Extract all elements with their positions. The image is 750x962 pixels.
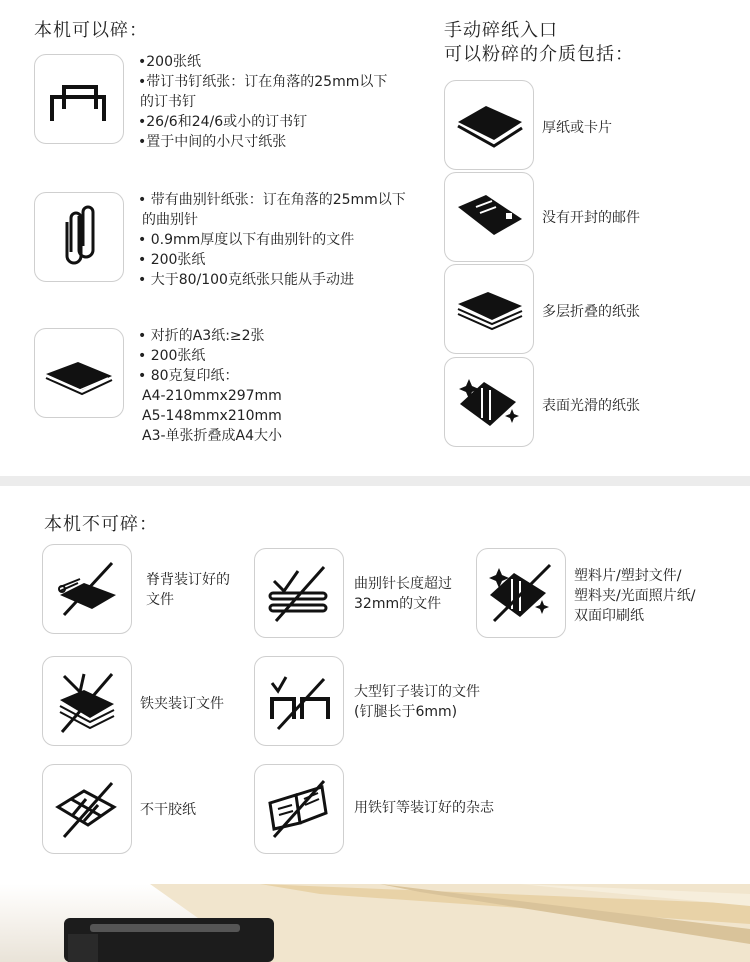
envelope-icon-box [444, 172, 534, 262]
large-clip-icon-box [254, 548, 344, 638]
product-photo-banner [0, 884, 750, 962]
can-group1-list [128, 52, 387, 152]
list-item: • 200张纸 [138, 348, 206, 364]
binder-clip-icon [50, 666, 124, 736]
manual-item-label: 没有开封的邮件 [542, 210, 640, 226]
paper-stack-image [0, 884, 750, 962]
manual-item-label: 表面光滑的纸张 [542, 398, 640, 414]
list-item: •26/6和24/6或小的订书钉 [138, 114, 308, 130]
cannot-item-line: 双面印刷纸 [574, 608, 644, 624]
section-divider [0, 476, 750, 486]
cannot-shred-title: 本机不可碎： [44, 514, 158, 535]
list-item: • 带有曲别针纸张：订在角落的25mm以下 [138, 192, 406, 208]
list-item: • 200张纸 [138, 252, 206, 268]
binder-clip-icon-box [42, 656, 132, 746]
cannot-item-line: 塑料夹/光面照片纸/ [574, 588, 696, 604]
cannot-item-line: 32mm的文件 [354, 596, 442, 612]
plastic-film-icon-box [476, 548, 566, 638]
cannot-item-line: 铁夹装订文件 [140, 696, 224, 712]
glossy-paper-icon [454, 372, 524, 432]
list-item: A4-210mmx297mm [142, 388, 282, 404]
card-stack-icon-box [444, 80, 534, 170]
list-item: •置于中间的小尺寸纸张 [138, 134, 287, 150]
magazine-icon [262, 777, 336, 841]
list-item: 的订书钉 [140, 94, 196, 110]
cannot-item-line: 塑料片/塑封文件/ [574, 568, 682, 584]
list-item: • 0.9mm厚度以下有曲别针的文件 [138, 232, 355, 248]
bound-document-icon-box [42, 544, 132, 634]
manual-item-label: 厚纸或卡片 [542, 120, 612, 136]
list-item: •带订书钉纸张：订在角落的25mm以下 [138, 74, 388, 90]
list-item: A3-单张折叠成A4大小 [142, 428, 283, 444]
cannot-item-line: 曲别针长度超过 [354, 576, 452, 592]
large-clip-icon [262, 561, 336, 625]
manual-title-line1: 手动碎纸入口 [444, 20, 558, 41]
sticker-sheet-icon-box [42, 764, 132, 854]
card-stack-icon [452, 100, 526, 150]
layered-paper-icon [452, 284, 526, 334]
cannot-item-line: 大型钉子装订的文件 [354, 684, 480, 700]
layered-paper-icon-box [444, 264, 534, 354]
can-group3-list [128, 326, 282, 446]
folded-paper-icon-box [34, 328, 124, 418]
large-staple-icon-box [254, 656, 344, 746]
list-item: A5-148mmx210mm [142, 408, 282, 424]
list-item: • 大于80/100克纸张只能从手动进 [138, 272, 354, 288]
plastic-film-icon [484, 561, 558, 625]
paperclip-icon-box [34, 192, 124, 282]
large-staple-icon [262, 669, 336, 733]
cannot-item-line: 用铁钉等装订好的杂志 [354, 800, 494, 816]
staple-icon [44, 69, 114, 129]
staple-icon-box [34, 54, 124, 144]
paperclip-icon [49, 202, 109, 272]
list-item: • 80克复印纸： [138, 368, 239, 384]
cannot-item-line: 不干胶纸 [140, 802, 196, 818]
sticker-sheet-icon [50, 777, 124, 841]
cannot-item-line: 文件 [146, 592, 174, 608]
manual-item-label: 多层折叠的纸张 [542, 304, 640, 320]
list-item: •200张纸 [138, 54, 201, 70]
cannot-item-line: 脊背装订好的 [146, 572, 230, 588]
envelope-icon [452, 189, 526, 245]
can-group2-list [128, 190, 406, 290]
list-item: 的曲别针 [142, 212, 198, 228]
can-shred-title: 本机可以碎： [34, 20, 148, 41]
folded-paper-icon [42, 348, 116, 398]
list-item: • 对折的A3纸:≥2张 [138, 328, 265, 344]
glossy-paper-icon-box [444, 357, 534, 447]
bound-document-icon [50, 557, 124, 621]
cannot-item-line: (钉腿长于6mm) [354, 704, 458, 720]
magazine-icon-box [254, 764, 344, 854]
manual-title-line2: 可以粉碎的介质包括： [444, 44, 634, 65]
